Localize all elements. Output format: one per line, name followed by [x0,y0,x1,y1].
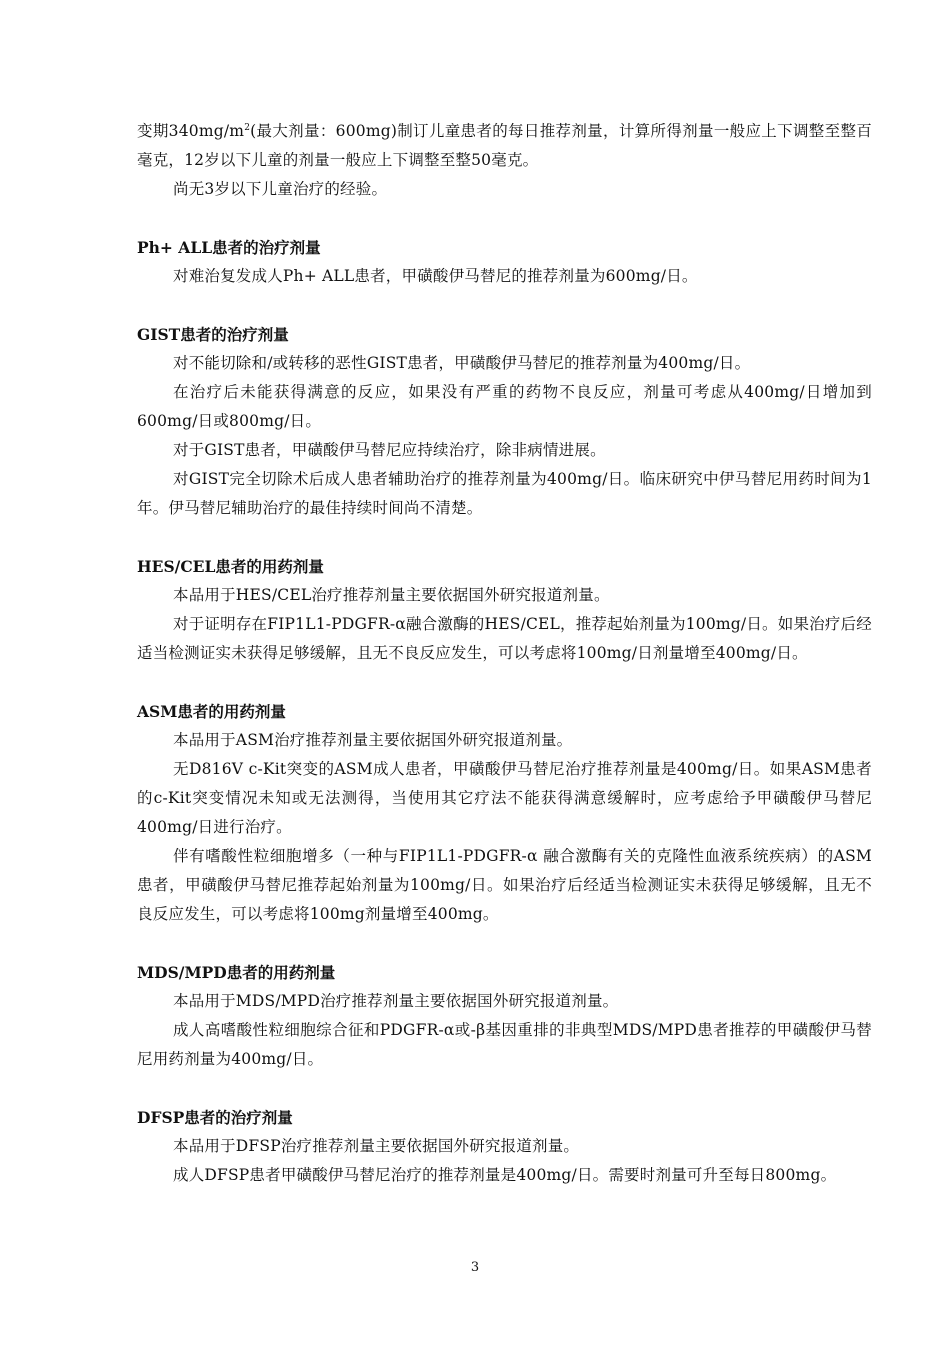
asm-paragraph-1: 本品用于ASM治疗推荐剂量主要依据国外研究报道剂量。 [173,731,573,749]
spacer [137,929,872,958]
mds-mpd-paragraph-2: 成人高嗜酸性粒细胞综合征和PDGFR-α或-β基因重排的非典型MDS/MPD患者推荐的甲磺酸伊马替尼用药剂量为400mg/日。 [137,1021,872,1068]
spacer [137,204,872,233]
document-page [137,117,872,1190]
gist-paragraph-4: 对GIST完全切除术后成人患者辅助治疗的推荐剂量为400mg/日。临床研究中伊马替尼用药时间为1年。伊马替尼辅助治疗的最佳持续时间尚不清楚。 [137,470,872,517]
intro-paragraph-2: 尚无3岁以下儿童治疗的经验。 [173,180,388,198]
intro-paragraph-1 [137,117,872,175]
hes-cel-paragraph-1: 本品用于HES/CEL治疗推荐剂量主要依据国外研究报道剂量。 [173,586,610,604]
gist-paragraph-3: 对于GIST患者，甲磺酸伊马替尼应持续治疗，除非病情进展。 [173,441,606,459]
heading-hes-cel: HES/CEL患者的用药剂量 [137,557,324,576]
hes-cel-paragraph-2: 对于证明存在FIP1L1-PDGFR-α融合激酶的HES/CEL，推荐起始剂量为100mg/日。如果治疗后经适当检测证实未获得足够缓解，且无不良反应发生，可以考虑将100mg/日剂量增至400mg/日。 [137,615,872,662]
asm-paragraph-2: 无D816V c-Kit突变的ASM成人患者，甲磺酸伊马替尼治疗推荐剂量是400mg/日。如果ASM患者的c-Kit突变情况未知或无法测得，当使用其它疗法不能获得满意缓解时，应考虑给予甲磺酸伊马替尼400mg/日进行治疗。 [137,760,872,836]
heading-ph-all: Ph+ ALL患者的治疗剂量 [137,238,321,257]
mds-mpd-paragraph-1: 本品用于MDS/MPD治疗推荐剂量主要依据国外研究报道剂量。 [173,992,619,1010]
heading-dfsp: DFSP患者的治疗剂量 [137,1108,293,1127]
spacer [137,1074,872,1103]
ph-all-paragraph-1: 对难治复发成人Ph+ ALL患者，甲磺酸伊马替尼的推荐剂量为600mg/日。 [173,267,698,285]
spacer [137,523,872,552]
spacer [137,291,872,320]
dfsp-paragraph-2: 成人DFSP患者甲磺酸伊马替尼治疗的推荐剂量是400mg/日。需要时剂量可升至每日800mg。 [173,1166,837,1184]
page-number: 3 [470,1260,480,1275]
gist-paragraph-1: 对不能切除和/或转移的恶性GIST患者，甲磺酸伊马替尼的推荐剂量为400mg/日。 [173,354,751,372]
dfsp-paragraph-1: 本品用于DFSP治疗推荐剂量主要依据国外研究报道剂量。 [173,1137,580,1155]
intro-text-b: (最大剂量：600mg)制订儿童患者的每日推荐剂量，计算所得剂量一般应上下调整至整百毫克，12岁以下儿童的剂量一般应上下调整至整50毫克。 [137,122,872,169]
gist-paragraph-2: 在治疗后未能获得满意的反应，如果没有严重的药物不良反应，剂量可考虑从400mg/日增加到600mg/日或800mg/日。 [137,383,872,430]
heading-gist: GIST患者的治疗剂量 [137,325,289,344]
superscript: 2 [244,122,251,133]
asm-paragraph-3: 伴有嗜酸性粒细胞增多（一种与FIP1L1-PDGFR-α 融合激酶有关的克隆性血液系统疾病）的ASM患者，甲磺酸伊马替尼推荐起始剂量为100mg/日。如果治疗后经适当检测证实未获得足够缓解，且无不良反应发生，可以考虑将100mg剂量增至400mg。 [137,847,872,923]
heading-mds-mpd: MDS/MPD患者的用药剂量 [137,963,336,982]
spacer [137,668,872,697]
intro-text-a: 变期340mg/m [137,122,245,140]
heading-asm: ASM患者的用药剂量 [137,702,286,721]
